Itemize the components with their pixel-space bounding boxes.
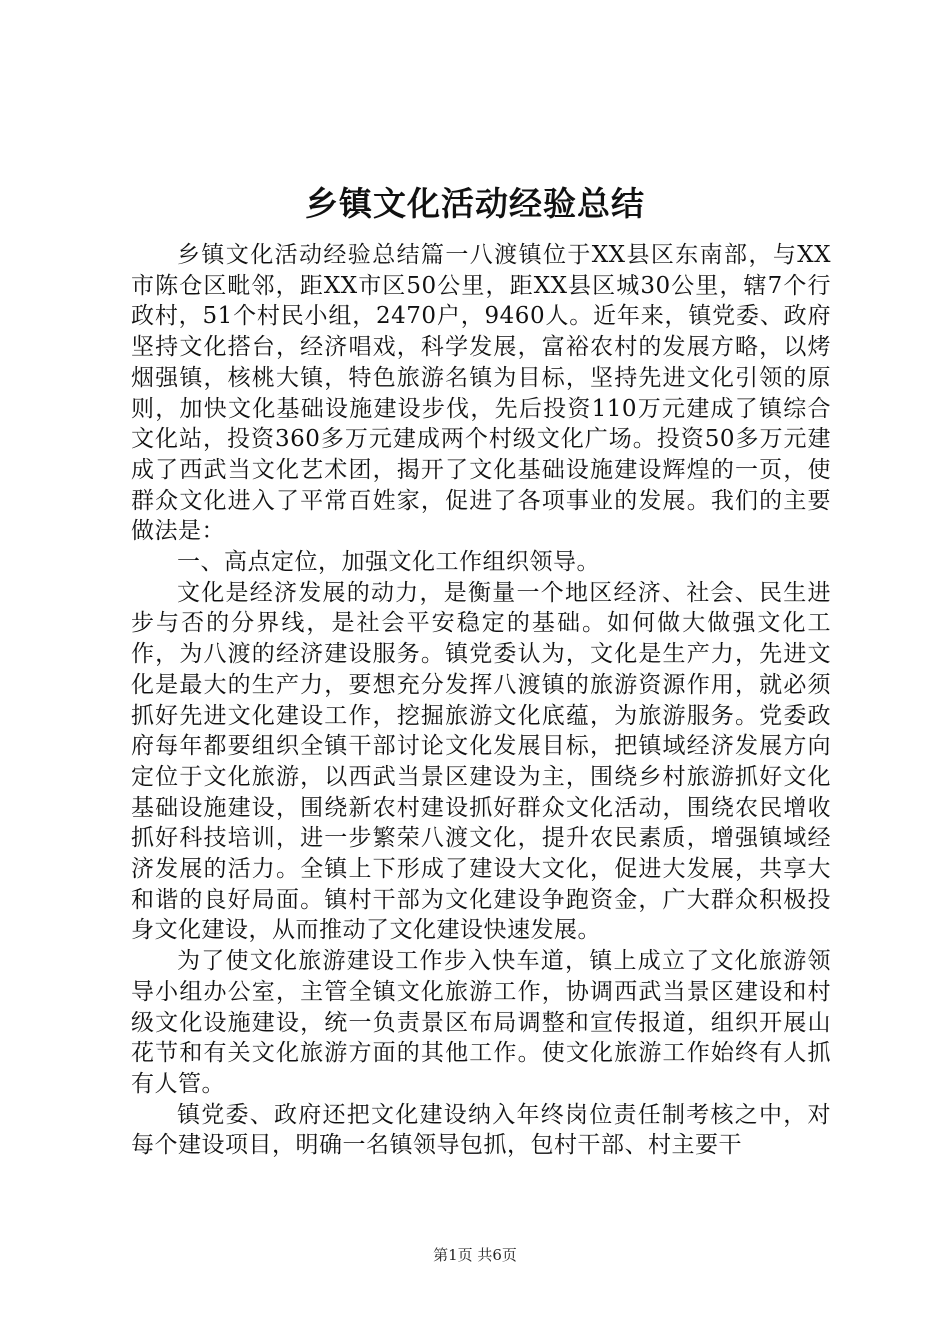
page-footer: 第1页 共6页 [433,1246,517,1264]
document-body [131,240,831,1161]
paragraph: 镇党委、政府还把文化建设纳入年终岗位责任制考核之中，对每个建设项目，明确一名镇领导包抓，包村干部、村主要干 [131,1101,831,1159]
paragraph: 乡镇文化活动经验总结篇一八渡镇位于XX县区东南部，与XX市陈仓区毗邻，距XX市区50公里，距XX县区城30公里，辖7个行政村，51个村民小组，2470户，9460人。近年来，镇党委、政府坚持文化搭台，经济唱戏，科学发展，富裕农村的发展方略，以烤烟强镇，核桃大镇，特色旅游名镇为目标，坚持先进文化引领的原则，加快文化基础设施建设步伐，先后投资110万元建成了镇综合文化站，投资360多万元建成两个村级文化广场。投资50多万元建成了西武当文化艺术团，揭开了文化基础设施建设辉煌的一页，使群众文化进入了平常百姓家，促进了各项事业的发展。我们的主要做法是： [131,242,831,545]
paragraph: 为了使文化旅游建设工作步入快车道，镇上成立了文化旅游领导小组办公室，主管全镇文化旅游工作，协调西武当景区建设和村级文化设施建设，统一负责景区布局调整和宣传报道，组织开展山花节和有关文化旅游方面的其他工作。使文化旅游工作始终有人抓有人管。 [131,948,831,1097]
paragraph: 文化是经济发展的动力，是衡量一个地区经济、社会、民生进步与否的分界线，是社会平安稳定的基础。如何做大做强文化工作，为八渡的经济建设服务。镇党委认为，文化是生产力，先进文化是最大的生产力，要想充分发挥八渡镇的旅游资源作用，就必须抓好先进文化建设工作，挖掘旅游文化底蕴，为旅游服务。党委政府每年都要组织全镇干部讨论文化发展目标，把镇域经济发展方向定位于文化旅游，以西武当景区建设为主，围绕乡村旅游抓好文化基础设施建设，围绕新农村建设抓好群众文化活动，围绕农民增收抓好科技培训，进一步繁荣八渡文化，提升农民素质，增强镇域经济发展的活力。全镇上下形成了建设大文化，促进大发展，共享大和谐的良好局面。镇村干部为文化建设争跑资金，广大群众积极投身文化建设，从而推动了文化建设快速发展。 [131,579,831,944]
section-heading: 一、高点定位，加强文化工作组织领导。 [177,549,600,576]
document-title: 乡镇文化活动经验总结 [305,184,645,223]
